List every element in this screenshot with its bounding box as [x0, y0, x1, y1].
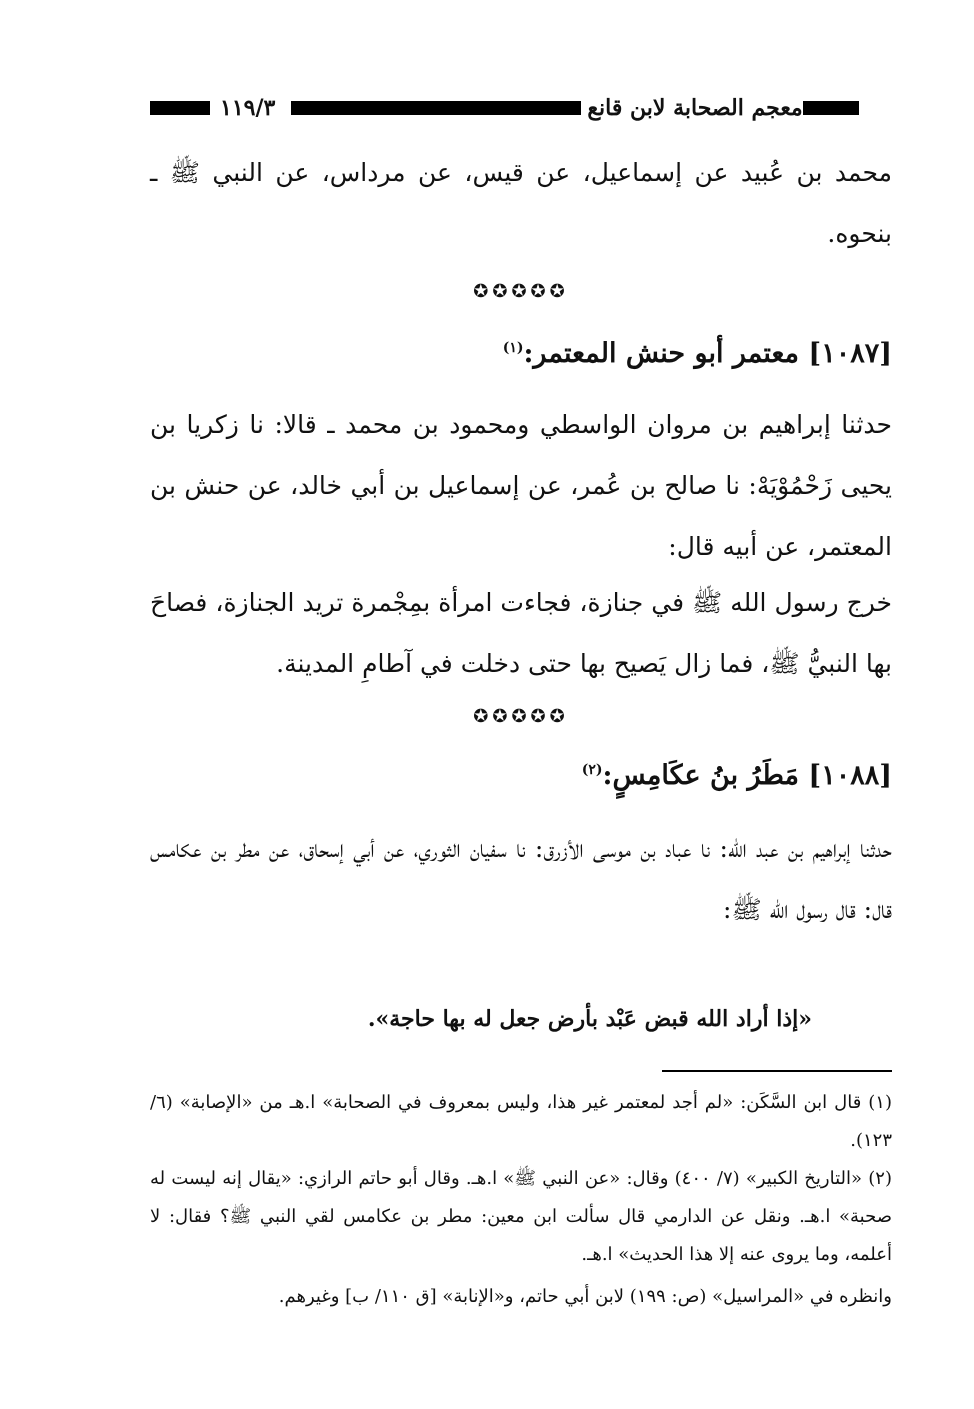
isnad-paragraph: حدثنا إبراهيم بن مروان الواسطي ومحمود بن محمد ـ قالا: نا زكريا بن يحيى زَحْمُوْيَهْ: نا صالح بن عُمر، عن إسماعيل بن أبي خالد، عن حنش بن المعتمر، عن أبيه قال: [150, 410, 892, 561]
section-separator: ✪✪✪✪✪ [473, 706, 569, 727]
entry-title [150, 760, 892, 791]
page-header [150, 88, 892, 128]
continuation-paragraph: محمد بن عُبيد عن إسماعيل، عن قيس، عن مرداس، عن النبي ﷺ ـ بنحوه. [150, 158, 892, 248]
footnote-2-continued: وانظره في «المراسيل» (ص: ١٩٩) لابن أبي حاتم، و«الإنابة» [ق ١١٠/ ب] وغيرهم. [278, 1286, 892, 1307]
section-separator: ✪✪✪✪✪ [473, 281, 569, 302]
entry-title [150, 338, 892, 369]
footnote-ref[interactable]: (١) [502, 340, 524, 356]
isnad-paragraph: حدثنا إبراهيم بن عبد الله: نا عباد بن موسى الأزرق: نا سفيان الثوري، عن أبي إسحاق، عن مطر بن عكامس قال: قال رسول الله ﷺ: [150, 834, 892, 924]
header-rule-left [150, 101, 210, 115]
footnote-2: (٢) «التاريخ الكبير» (٧/ ٤٠٠) وقال: «عن النبي ﷺ» ا.هـ. وقال أبو حاتم الرازي: «يقال إنه ليست له صحبة» ا.هـ. ونقل عن الدارمي قال سألت ابن معين: مطر بن عكامس لقي النبي ﷺ؟ فقال: لا أعلمه، وما يروى عنه إلا هذا الحديث» ا.هـ. [150, 1168, 892, 1265]
entry-title-text: [١٠٨٧] معتمر أبو حنش المعتمر: [523, 338, 892, 369]
footnote-divider [662, 1070, 892, 1072]
header-rule-middle [291, 101, 581, 115]
header-rule-right [803, 101, 859, 115]
book-title: معجم الصحابة لابن قانع [587, 95, 803, 121]
matn-paragraph: خرج رسول الله ﷺ في جنازة، فجاءت امرأة بمِجْمرة تريد الجنازة، فصاحَ بها النبيُّ ﷺ، فما زال يَصيح بها حتى دخلت في آطامِ المدينة. [150, 588, 892, 678]
entry-title-text: [١٠٨٨] مَطَرُ بنُ عكَامِسٍ: [602, 760, 892, 791]
page-number: ١١٩/٣ [220, 95, 276, 121]
footnote-ref[interactable]: (٢) [581, 762, 603, 778]
hadith-quote: «إذا أراد الله قبض عَبْد بأرض جعل له بها حاجة». [367, 1006, 812, 1032]
footnote-1: (١) قال ابن السَّكَن: «لم أجد لمعتمر غير هذا، وليس بمعروف في الصحابة» ا.هـ من «الإصابة» (٦/ ١٢٣). [150, 1092, 892, 1151]
